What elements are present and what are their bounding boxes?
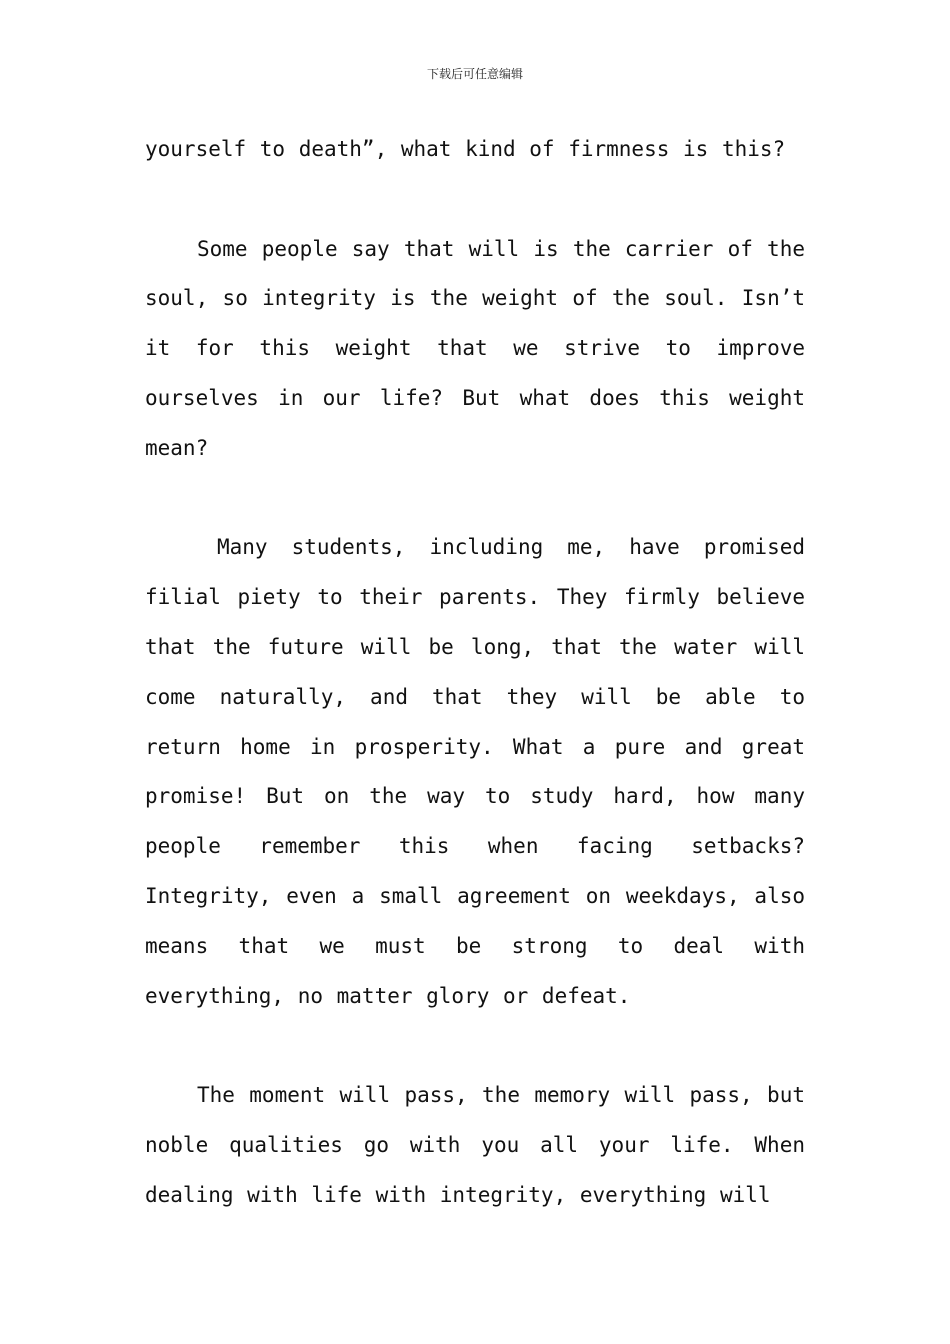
paragraph-2: Some people say that will is the carrier of the soul, so integrity is the weight of the soul. Isn’t it for this weight that we strive to improve ourselves in our life? But what does this weight mean? bbox=[145, 236, 805, 460]
paragraph-4: The moment will pass, the memory will pass, but noble qualities go with you all your life. When dealing with life with integrity, everything will bbox=[145, 1083, 805, 1207]
page-header: 下载后可任意编辑 bbox=[426, 67, 523, 81]
paragraph-1: yourself to death”, what kind of firmness is this? bbox=[145, 137, 786, 161]
paragraph-3: Many students, including me, have promised filial piety to their parents. They firmly believe that the future will be long, that the water will come naturally, and that they will be able to return home in prosperity. What a pure and great promise! But on the way to study hard, how many people remember this when facing setbacks? Integrity, even a small agreement on weekdays, also means that we must be strong to deal with everything, no matter glory or defeat. bbox=[145, 535, 805, 1008]
document-body bbox=[145, 125, 805, 1221]
